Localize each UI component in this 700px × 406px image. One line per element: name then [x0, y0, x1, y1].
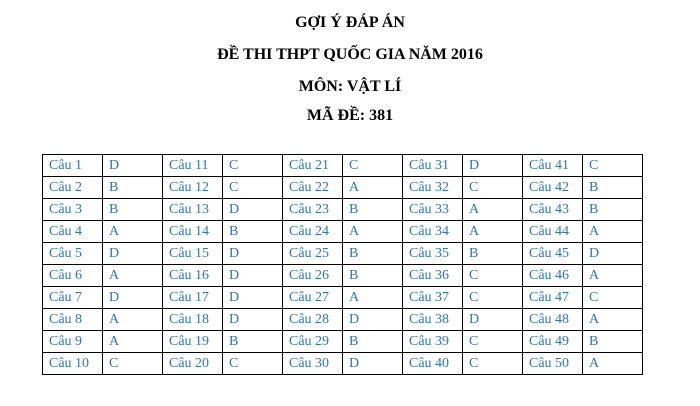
- table-row: [43, 221, 643, 243]
- question-label: Câu 18: [163, 309, 223, 331]
- question-label: Câu 49: [523, 331, 583, 353]
- question-label: Câu 50: [523, 353, 583, 375]
- answer-letter: D: [103, 243, 163, 265]
- question-label: Câu 1: [43, 155, 103, 177]
- question-label: Câu 2: [43, 177, 103, 199]
- question-label: Câu 23: [283, 199, 343, 221]
- table-row: [43, 265, 643, 287]
- question-label: Câu 7: [43, 287, 103, 309]
- question-label: Câu 37: [403, 287, 463, 309]
- answer-letter: C: [463, 177, 523, 199]
- answer-letter: A: [343, 287, 403, 309]
- answer-letter: A: [103, 265, 163, 287]
- answer-letter: D: [343, 309, 403, 331]
- question-label: Câu 11: [163, 155, 223, 177]
- question-label: Câu 26: [283, 265, 343, 287]
- answer-letter: A: [103, 331, 163, 353]
- answer-letter: D: [223, 199, 283, 221]
- table-row: [43, 331, 643, 353]
- answer-letter: D: [223, 265, 283, 287]
- answer-letter: B: [103, 177, 163, 199]
- question-label: Câu 16: [163, 265, 223, 287]
- document-title: GỢI Ý ĐÁP ÁN: [295, 14, 405, 31]
- answer-letter: A: [463, 221, 523, 243]
- question-label: Câu 4: [43, 221, 103, 243]
- question-label: Câu 45: [523, 243, 583, 265]
- question-label: Câu 43: [523, 199, 583, 221]
- answer-letter: D: [103, 155, 163, 177]
- answer-letter: C: [583, 287, 643, 309]
- question-label: Câu 28: [283, 309, 343, 331]
- answer-letter: C: [583, 155, 643, 177]
- question-label: Câu 19: [163, 331, 223, 353]
- question-label: Câu 24: [283, 221, 343, 243]
- answer-letter: B: [463, 243, 523, 265]
- answer-letter: D: [583, 243, 643, 265]
- question-label: Câu 20: [163, 353, 223, 375]
- exam-code-line: MÃ ĐỀ: 381: [306, 107, 394, 124]
- question-label: Câu 17: [163, 287, 223, 309]
- answer-letter: B: [343, 331, 403, 353]
- answer-letter: C: [223, 177, 283, 199]
- question-label: Câu 29: [283, 331, 343, 353]
- answer-letter: B: [583, 331, 643, 353]
- answer-letter: D: [223, 243, 283, 265]
- table-row: [43, 199, 643, 221]
- answer-letter: B: [223, 221, 283, 243]
- table-row: [43, 155, 643, 177]
- answer-letter: C: [223, 155, 283, 177]
- answer-letter: C: [463, 265, 523, 287]
- question-label: Câu 27: [283, 287, 343, 309]
- question-label: Câu 48: [523, 309, 583, 331]
- question-label: Câu 42: [523, 177, 583, 199]
- answer-letter: C: [103, 353, 163, 375]
- question-label: Câu 30: [283, 353, 343, 375]
- answer-letter: A: [583, 353, 643, 375]
- question-label: Câu 3: [43, 199, 103, 221]
- question-label: Câu 47: [523, 287, 583, 309]
- answer-letter: A: [583, 221, 643, 243]
- answer-letter: A: [343, 177, 403, 199]
- question-label: Câu 22: [283, 177, 343, 199]
- question-label: Câu 46: [523, 265, 583, 287]
- question-label: Câu 25: [283, 243, 343, 265]
- question-label: Câu 31: [403, 155, 463, 177]
- answer-letter: B: [223, 331, 283, 353]
- answer-letter: B: [343, 243, 403, 265]
- question-label: Câu 34: [403, 221, 463, 243]
- answer-letter: A: [103, 221, 163, 243]
- answer-letter: B: [103, 199, 163, 221]
- answer-letter: C: [223, 353, 283, 375]
- question-label: Câu 15: [163, 243, 223, 265]
- question-label: Câu 5: [43, 243, 103, 265]
- answer-letter: D: [223, 287, 283, 309]
- question-label: Câu 35: [403, 243, 463, 265]
- answer-key-table: [42, 154, 643, 375]
- answer-letter: C: [463, 287, 523, 309]
- table-row: [43, 177, 643, 199]
- subject-line: MÔN: VẬT LÍ: [298, 78, 402, 95]
- answer-letter: D: [463, 309, 523, 331]
- answer-letter: B: [343, 199, 403, 221]
- question-label: Câu 44: [523, 221, 583, 243]
- answer-letter: A: [583, 265, 643, 287]
- question-label: Câu 10: [43, 353, 103, 375]
- answer-letter: C: [343, 155, 403, 177]
- answer-letter: D: [103, 287, 163, 309]
- question-label: Câu 12: [163, 177, 223, 199]
- question-label: Câu 38: [403, 309, 463, 331]
- question-label: Câu 13: [163, 199, 223, 221]
- table-row: [43, 243, 643, 265]
- answer-letter: D: [343, 353, 403, 375]
- question-label: Câu 33: [403, 199, 463, 221]
- answer-letter: C: [463, 353, 523, 375]
- answer-letter: B: [343, 265, 403, 287]
- exam-name: ĐỀ THI THPT QUỐC GIA NĂM 2016: [217, 46, 483, 63]
- answer-letter: A: [103, 309, 163, 331]
- answer-letter: C: [463, 331, 523, 353]
- answer-letter: D: [223, 309, 283, 331]
- table-row: [43, 309, 643, 331]
- answer-letter: A: [583, 309, 643, 331]
- answer-letter: B: [583, 199, 643, 221]
- question-label: Câu 8: [43, 309, 103, 331]
- question-label: Câu 36: [403, 265, 463, 287]
- table-row: [43, 353, 643, 375]
- table-row: [43, 287, 643, 309]
- question-label: Câu 41: [523, 155, 583, 177]
- question-label: Câu 40: [403, 353, 463, 375]
- question-label: Câu 6: [43, 265, 103, 287]
- question-label: Câu 32: [403, 177, 463, 199]
- answer-letter: A: [343, 221, 403, 243]
- question-label: Câu 21: [283, 155, 343, 177]
- question-label: Câu 9: [43, 331, 103, 353]
- answer-letter: B: [583, 177, 643, 199]
- question-label: Câu 14: [163, 221, 223, 243]
- answer-letter: D: [463, 155, 523, 177]
- question-label: Câu 39: [403, 331, 463, 353]
- answer-letter: A: [463, 199, 523, 221]
